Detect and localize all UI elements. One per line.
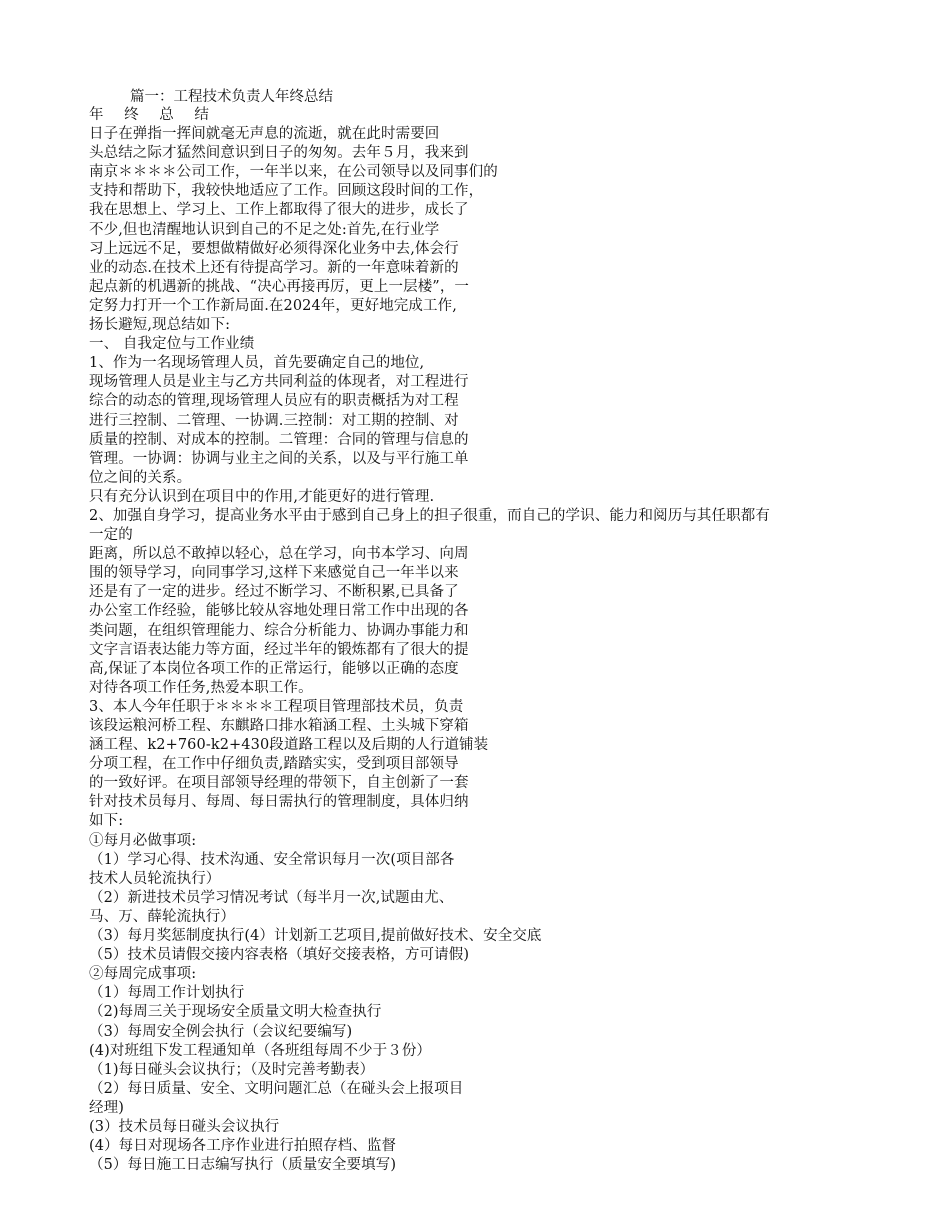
text-line: 习上远远不足，要想做精做好必须得深化业务中去,体会行 (89, 240, 459, 257)
list-item: （2）每日质量、安全、文明问题汇总（在碰头会上报项目 (89, 1080, 464, 1097)
text-line: 进行三控制、二管理、一协调.三控制：对工期的控制、对 (89, 412, 459, 429)
text-line: 1、作为一名现场管理人员，首先要确定自己的地位, (89, 355, 425, 372)
list-item: (3）技术员每日碰头会议执行 (89, 1118, 280, 1135)
list-item: （5）技术员请假交接内容表格（填好交接表格，方可请假) (89, 947, 470, 964)
text-line: 一定的 (89, 527, 133, 544)
list-item: （1）每周工作计划执行 (89, 985, 245, 1002)
text-line: 3、本人今年任职于＊＊＊＊工程项目管理部技术员，负责 (89, 698, 464, 715)
text-line: 高,保证了本岗位各项工作的正常运行，能够以正确的态度 (89, 660, 459, 677)
document-title: 篇一：工程技术负责人年终总结 (130, 89, 333, 105)
text-line: 不少,但也清醒地认识到自己的不足之处:首先,在行业学 (89, 221, 440, 238)
text-line: 南京＊＊＊＊公司工作，一年半以来，在公司领导以及同事们的 (89, 164, 498, 181)
list-item: （1)每日碰头会议执行；（及时完善考勤表） (89, 1061, 375, 1078)
text-line: 办公室工作经验，能够比较从容地处理日常工作中出现的各 (89, 603, 469, 620)
text-line: 涵工程、k2+760-k2+430段道路工程以及后期的人行道铺装 (89, 737, 489, 754)
list-heading: ①每月必做事项: (89, 832, 197, 849)
text-line: 我在思想上、学习上、工作上都取得了很大的进步，成长了 (89, 202, 469, 219)
list-item: (4）每日对现场各工序作业进行拍照存档、监督 (89, 1138, 397, 1155)
text-line: 业的动态.在技术上还有待提高学习。新的一年意味着新的 (89, 259, 459, 276)
text-line: 扬长避短,现总结如下: (89, 317, 231, 334)
text-line: 头总结之际才猛然间意识到日子的匆匆。去年５月，我来到 (89, 145, 469, 162)
text-line: 的一致好评。在项目部领导经理的带领下，自主创新了一套 (89, 775, 469, 792)
text-line: 日子在弹指一挥间就毫无声息的流逝，就在此时需要回 (89, 126, 440, 143)
list-item: （2）新进技术员学习情况考试（每半月一次,试题由尤、 (89, 889, 454, 906)
section-heading: 年 终 总 结 (89, 107, 217, 123)
text-line: 该段运粮河桥工程、东麒路口排水箱涵工程、土头城下穿箱 (89, 718, 469, 734)
document-body (89, 106, 869, 1175)
text-line: 位之间的关系。 (89, 469, 192, 486)
text-line: 围的领导学习，向同事学习,这样下来感觉自己一年半以来 (89, 565, 459, 582)
list-item: （5）每日施工日志编写执行（质量安全要填写) (89, 1157, 397, 1174)
text-line: 现场管理人员是业主与乙方共同利益的体现者，对工程进行 (89, 374, 469, 391)
text-line: 文字言语表达能力等方面，经过半年的锻炼都有了很大的提 (89, 641, 469, 658)
text-line: 2、加强自身学习，提高业务水平由于感到自己身上的担子很重，而自己的学识、能力和阅历与其任职都有 (89, 507, 770, 524)
text-line: 类问题，在组织管理能力、综合分析能力、协调办事能力和 (89, 622, 469, 639)
section-heading: 一、 自我定位与工作业绩 (89, 336, 255, 353)
text-line: 管理。一协调：协调与业主之间的关系，以及与平行施工单 (89, 450, 469, 467)
text-line: 如下: (89, 813, 124, 830)
list-item: 马、万、薛轮流执行） (89, 908, 235, 925)
list-item: (4)对班组下发工程通知单（各班组每周不少于３份） (89, 1042, 432, 1059)
text-line: 只有充分认识到在项目中的作用,才能更好的进行管理. (89, 488, 435, 505)
list-heading: ②每周完成事项: (89, 966, 197, 983)
text-line: 支持和帮助下，我较快地适应了工作。回顾这段时间的工作， (89, 183, 484, 200)
text-line: 质量的控制、对成本的控制。二管理：合同的管理与信息的 (89, 431, 469, 448)
list-item: （1）学习心得、技术沟通、安全常识每月一次(项目部各 (89, 851, 455, 868)
list-item: 经理) (89, 1099, 124, 1116)
list-item: （2)每周三关于现场安全质量文明大检查执行 (89, 1004, 382, 1021)
text-line: 起点新的机遇新的挑战、“决心再接再厉，更上一层楼”，一 (89, 278, 470, 295)
text-line: 针对技术员每月、每周、每日需执行的管理制度，具体归纳 (89, 794, 469, 811)
text-line: 分项工程，在工作中仔细负责,踏踏实实，受到项目部领导 (89, 756, 459, 773)
text-line: 距离，所以总不敢掉以轻心，总在学习，向书本学习、向周 (89, 546, 469, 563)
text-line: 综合的动态的管理,现场管理人员应有的职责概括为对工程 (89, 393, 459, 410)
text-line: 定努力打开一个工作新局面.在2024年，更好地完成工作, (89, 297, 457, 314)
list-item: （3）每月奖惩制度执行(4）计划新工艺项目,提前做好技术、安全交底 (89, 928, 542, 945)
list-item: 技术人员轮流执行） (89, 870, 221, 887)
list-item: （3）每周安全例会执行（会议纪要编写) (89, 1023, 353, 1040)
text-line: 对待各项工作任务,热爱本职工作。 (89, 679, 313, 696)
text-line: 还是有了一定的进步。经过不断学习、不断积累,已具备了 (89, 584, 459, 601)
